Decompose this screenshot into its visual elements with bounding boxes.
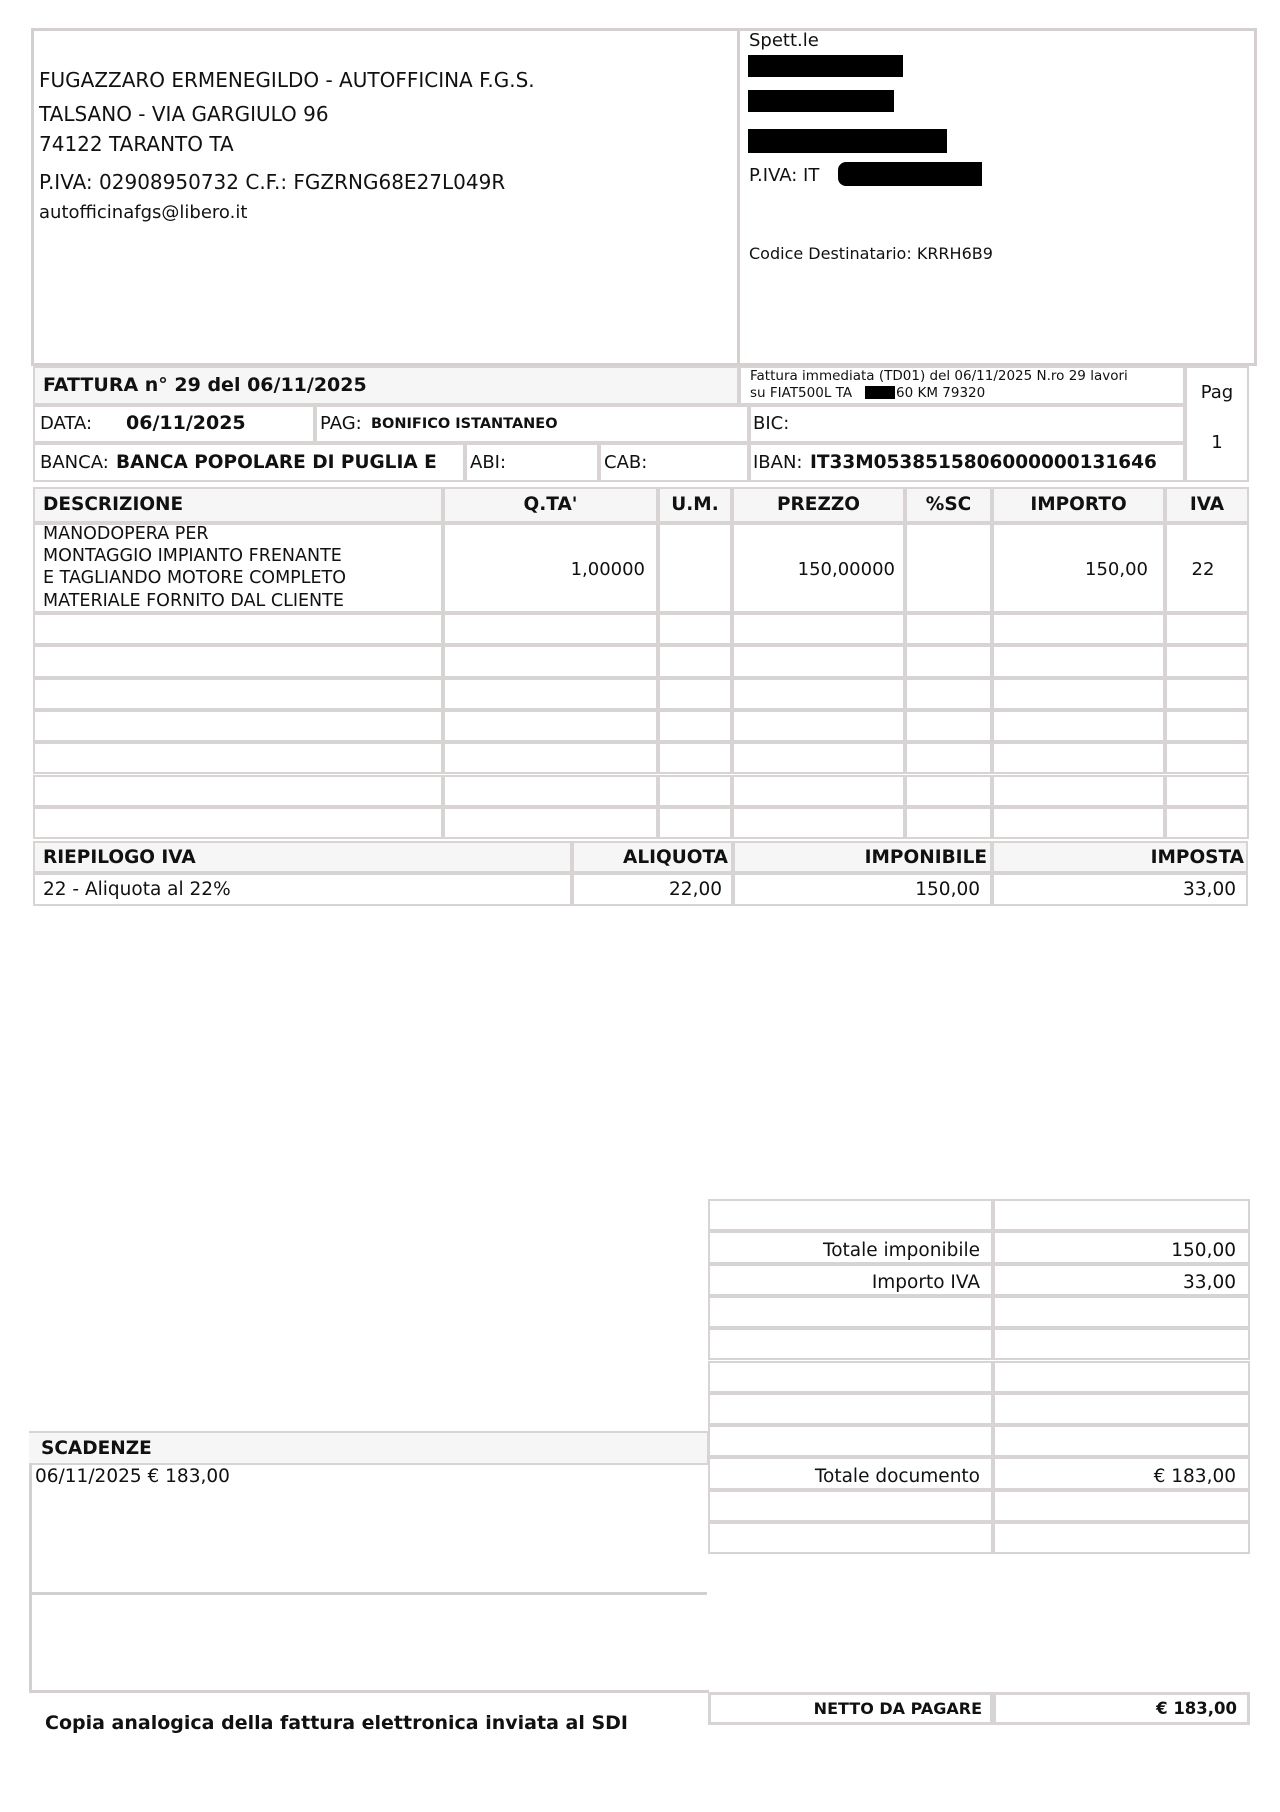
items-empty-cell: [443, 710, 658, 742]
totals-cell: [993, 1199, 1250, 1231]
items-header-label: IMPORTO: [1030, 494, 1127, 515]
vat-summary-header: IMPONIBILE: [864, 847, 987, 868]
items-empty-cell: [1165, 775, 1249, 807]
items-empty-cell: [732, 613, 905, 645]
items-empty-cell: [658, 613, 732, 645]
redaction-bar: [748, 90, 894, 112]
bank-label: BANCA:: [40, 452, 109, 473]
totals-cell: [993, 1328, 1250, 1360]
items-empty-cell: [905, 710, 992, 742]
invoice-note-line1: Fattura immediata (TD01) del 06/11/2025 N.ro 29 lavori: [750, 368, 1128, 384]
vat-summary-value: 33,00: [1183, 879, 1236, 900]
items-empty-cell: [992, 742, 1165, 774]
items-empty-cell: [658, 775, 732, 807]
cab-label: CAB:: [604, 452, 648, 473]
totals-cell: [708, 1522, 993, 1554]
redaction-bar: [748, 55, 903, 77]
totals-cell: [708, 1425, 993, 1457]
items-empty-cell: [1165, 807, 1249, 839]
scadenze-divider: [31, 1592, 707, 1595]
items-empty-cell: [443, 678, 658, 710]
recipient-piva-label: P.IVA: IT: [749, 165, 820, 186]
scadenze-title: SCADENZE: [41, 1438, 152, 1459]
items-empty-cell: [732, 678, 905, 710]
items-empty-cell: [1165, 678, 1249, 710]
totals-cell: [708, 1199, 993, 1231]
item-price: 150,00000: [797, 559, 895, 580]
items-empty-cell: [905, 678, 992, 710]
items-empty-cell: [732, 710, 905, 742]
vat-summary-value: 150,00: [915, 879, 980, 900]
items-empty-cell: [732, 645, 905, 677]
item-quantity: 1,00000: [570, 559, 645, 580]
issuer-address-line1: TALSANO - VIA GARGIULO 96: [39, 102, 329, 126]
items-empty-cell: [443, 645, 658, 677]
redaction-bar: [748, 129, 947, 153]
items-header-label: U.M.: [671, 494, 719, 515]
items-empty-cell: [992, 775, 1165, 807]
redaction-bar: [838, 162, 982, 186]
items-empty-cell: [992, 645, 1165, 677]
item-amount: 150,00: [1085, 559, 1148, 580]
items-empty-cell: [992, 807, 1165, 839]
totals-cell: [993, 1522, 1250, 1554]
items-empty-cell: [905, 613, 992, 645]
redaction-bar: [865, 386, 895, 399]
iban-label: IBAN:: [753, 452, 803, 473]
items-empty-cell: [443, 742, 658, 774]
bank-value: BANCA POPOLARE DI PUGLIA E: [116, 452, 437, 473]
items-empty-cell: [732, 742, 905, 774]
items-empty-cell: [33, 678, 443, 710]
totals-cell: [993, 1425, 1250, 1457]
totale-documento-label: Totale documento: [814, 1466, 980, 1487]
items-empty-cell: [33, 807, 443, 839]
vat-summary-header: ALIQUOTA: [623, 847, 728, 868]
bic-cell: [749, 405, 1185, 443]
items-empty-cell: [992, 613, 1165, 645]
items-empty-cell: [443, 613, 658, 645]
items-empty-cell: [1165, 613, 1249, 645]
items-empty-cell: [1165, 645, 1249, 677]
importo-iva-label: Importo IVA: [871, 1272, 980, 1293]
items-empty-cell: [658, 645, 732, 677]
item-description-line: E TAGLIANDO MOTORE COMPLETO: [43, 568, 346, 588]
recipient-codice-destinatario: Codice Destinatario: KRRH6B9: [749, 244, 993, 263]
items-empty-cell: [33, 645, 443, 677]
abi-label: ABI:: [470, 452, 507, 473]
totals-cell: [993, 1490, 1250, 1522]
items-empty-cell: [992, 678, 1165, 710]
invoice-title: FATTURA n° 29 del 06/11/2025: [43, 374, 367, 396]
totals-cell: [993, 1361, 1250, 1393]
items-empty-cell: [905, 742, 992, 774]
vat-summary-header: RIEPILOGO IVA: [43, 847, 196, 868]
scadenze-entry: 06/11/2025 € 183,00: [35, 1466, 230, 1487]
items-empty-cell: [443, 775, 658, 807]
items-header-label: Q.TA': [523, 494, 578, 515]
totals-cell: [708, 1490, 993, 1522]
items-header-label: PREZZO: [777, 494, 860, 515]
items-empty-cell: [905, 775, 992, 807]
items-empty-cell: [905, 645, 992, 677]
items-header-label: %SC: [925, 494, 972, 515]
issuer-address-line2: 74122 TARANTO TA: [39, 132, 234, 156]
issuer-email: autofficinafgs@libero.it: [39, 202, 248, 223]
iban-value: IT33M0538515806000000131646: [810, 452, 1157, 473]
items-empty-cell: [33, 775, 443, 807]
bic-label: BIC:: [753, 413, 790, 434]
totals-cell: [993, 1393, 1250, 1425]
issuer-name: FUGAZZARO ERMENEGILDO - AUTOFFICINA F.G.S.: [39, 68, 535, 92]
item-description-line: MANODOPERA PER: [43, 524, 209, 544]
footer-note: Copia analogica della fattura elettronica inviata al SDI: [45, 1712, 628, 1734]
page-number: 1: [1211, 432, 1223, 453]
items-empty-cell: [33, 613, 443, 645]
vat-summary-value: 22,00: [669, 879, 722, 900]
totale-imponibile-label: Totale imponibile: [823, 1240, 980, 1261]
item-description-line: MATERIALE FORNITO DAL CLIENTE: [43, 591, 344, 611]
totals-cell: [708, 1296, 993, 1328]
payment-label: PAG:: [320, 413, 362, 434]
vat-summary-header: IMPOSTA: [1150, 847, 1244, 868]
items-empty-cell: [732, 775, 905, 807]
item-description-line: MONTAGGIO IMPIANTO FRENANTE: [43, 546, 342, 566]
page-label: Pag: [1200, 382, 1234, 403]
item-vat: 22: [1191, 559, 1215, 580]
date-label: DATA:: [40, 413, 93, 434]
recipient-box: [737, 28, 1257, 366]
items-empty-cell: [443, 807, 658, 839]
invoice-note-line2b: 60 KM 79320: [896, 385, 986, 401]
totals-cell: [708, 1361, 993, 1393]
items-empty-cell: [33, 710, 443, 742]
items-header-label: IVA: [1189, 494, 1225, 515]
totals-cell: [993, 1296, 1250, 1328]
items-empty-cell: [1165, 710, 1249, 742]
items-empty-cell: [658, 742, 732, 774]
items-empty-cell: [732, 807, 905, 839]
payment-value: BONIFICO ISTANTANEO: [371, 416, 558, 432]
totale-documento-value: € 183,00: [1153, 1466, 1236, 1487]
totale-imponibile-value: 150,00: [1171, 1240, 1236, 1261]
invoice-note-line2a: su FIAT500L TA: [750, 385, 853, 401]
items-row-cell: [905, 523, 992, 613]
vat-summary-value: 22 - Aliquota al 22%: [43, 879, 231, 900]
items-empty-cell: [1165, 742, 1249, 774]
issuer-tax-ids: P.IVA: 02908950732 C.F.: FGZRNG68E27L049R: [39, 170, 506, 194]
netto-value: € 183,00: [1156, 1699, 1237, 1718]
items-empty-cell: [658, 807, 732, 839]
totals-cell: [708, 1328, 993, 1360]
recipient-salutation: Spett.le: [749, 30, 819, 51]
items-empty-cell: [33, 742, 443, 774]
totals-cell: [708, 1393, 993, 1425]
netto-label: NETTO DA PAGARE: [813, 1699, 982, 1718]
items-empty-cell: [658, 710, 732, 742]
items-empty-cell: [905, 807, 992, 839]
importo-iva-value: 33,00: [1183, 1272, 1236, 1293]
items-empty-cell: [992, 710, 1165, 742]
items-header-label: DESCRIZIONE: [43, 494, 184, 515]
items-empty-cell: [658, 678, 732, 710]
date-value: 06/11/2025: [126, 412, 246, 434]
